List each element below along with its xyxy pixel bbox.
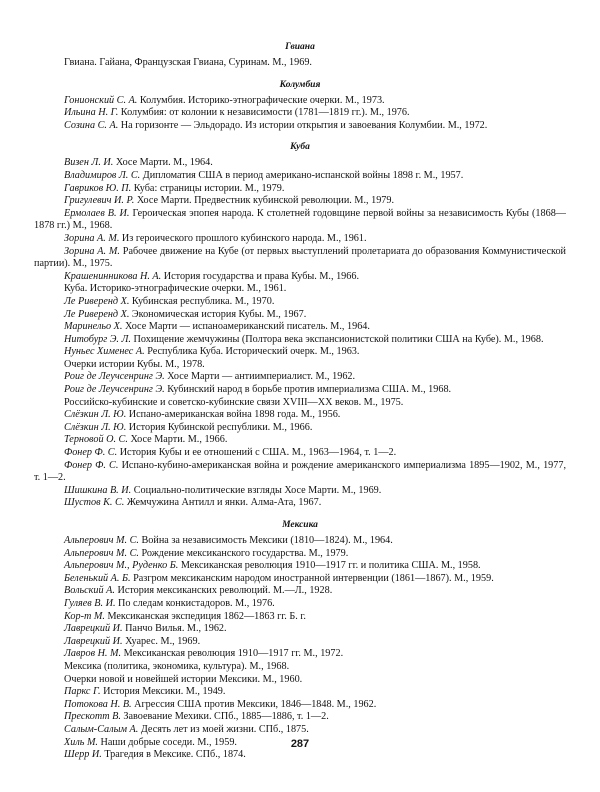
bib-entry: Крашенинникова Н. А. История государства и права Кубы. М., 1966. — [64, 270, 359, 282]
section-heading-colombia: Колумбия — [279, 79, 321, 90]
bib-entry: Куба. Историко-этнографические очерки. М., 1961. — [64, 283, 287, 295]
bib-entry: Очерки истории Кубы. М., 1978. — [64, 358, 205, 370]
bib-entry: Григулевич И. Р. Хосе Марти. Предвестник кубинской революции. М., 1979. — [64, 195, 395, 207]
section-cuba — [34, 157, 566, 510]
section-mexico — [34, 535, 566, 762]
bib-entry: Шишкина В. И. Социально-политические взгляды Хосе Марти. М., 1969. — [64, 484, 382, 496]
bib-entry: Хиль М. Наши добрые соседи. М., 1959. — [64, 736, 237, 748]
bib-entry: Шерр И. Трагедия в Мексике. СПб., 1874. — [64, 749, 246, 761]
bib-entry: Ле Риверенд Х. Экономическая история Кубы. М., 1967. — [64, 308, 307, 320]
bib-entry: Прескотт В. Завоевание Мехики. СПб., 1885—1886, т. 1—2. — [64, 711, 329, 723]
bib-entry: Фонер Ф. С. Испано-кубино-американская война и рождение американского империализма 1895—1902, М., 1977, т. 1—2. — [34, 459, 566, 484]
bib-entry: Альперович М. С. Война за независимость Мексики (1810—1824). М., 1964. — [64, 535, 393, 546]
bib-entry: Созина С. А. На горизонте — Эльдорадо. Из истории открытия и завоевания Колумбии. М., 1972. — [64, 119, 488, 131]
bib-entry: Роиг де Леучсенринг Э. Кубинский народ в борьбе против империализма США. М., 1968. — [64, 384, 452, 396]
bib-entry: Зорина А. М. Рабочее движение на Кубе (от первых выступлений пролетариата до образования Коммунистической партии). М., 1975. — [34, 245, 566, 270]
bib-entry: Беленький А. Б. Разгром мексиканским народом иностранной интервенции (1861—1867). М., 1959. — [64, 572, 494, 584]
bib-entry: Салым-Салым А. Десять лет из моей жизни. СПб., 1875. — [64, 723, 309, 735]
bib-entry: Лаврецкий И. Панчо Вилья. М., 1962. — [64, 623, 227, 635]
bib-entry: Лаврецкий И. Хуарес. М., 1969. — [64, 635, 201, 647]
section-heading-cuba: Куба — [290, 142, 310, 153]
bib-entry: Маринельо Х. Хосе Марти — испаноамериканский писатель. М., 1964. — [64, 321, 370, 333]
bib-entry: Зорина А. М. Из героического прошлого кубинского народа. М., 1961. — [64, 232, 367, 244]
section-colombia — [34, 95, 566, 133]
bib-entry: Фонер Ф. С. История Кубы и ее отношений с США. М., 1963—1964, т. 1—2. — [64, 447, 397, 459]
section-guiana — [34, 57, 566, 70]
bib-entry: Ермолаев В. И. Героическая эпопея народа. К столетней годовщине первой войны за независимость Кубы (1868—1878 гг.) М., 1968. — [34, 207, 566, 232]
bib-entry: Альперович М. С. Рождение мексиканского государства. М., 1979. — [64, 547, 349, 559]
bib-entry: Гонионский С. А. Колумбия. Историко-этнографические очерки. М., 1973. — [64, 94, 385, 106]
bib-entry: Терновой О. С. Хосе Марти. М., 1966. — [64, 434, 228, 446]
bib-entry: Визен Л. И. Хосе Марти. М., 1964. — [64, 157, 213, 169]
page-number: 287 — [290, 738, 310, 750]
bib-entry: Роиг де Леучсенринг Э. Хосе Марти — антиимпериалист. М., 1962. — [64, 371, 356, 383]
bib-entry: Кор-т М. Мексиканская экспедиция 1862—1863 гг. Б. г. — [64, 610, 306, 622]
section-heading-guiana: Гвиана — [285, 42, 315, 52]
bib-entry: Ильина Н. Г. Колумбия: от колонии к независимости (1781—1819 гг.). М., 1976. — [64, 107, 410, 119]
bib-entry: Российско-кубинские и советско-кубинские связи XVIII—XX веков. М., 1975. — [64, 396, 404, 408]
bib-entry: Гуляев В. И. По следам конкистадоров. М., 1976. — [64, 597, 275, 609]
bib-entry: Гавриков Ю. П. Куба: страницы истории. М., 1979. — [64, 182, 285, 194]
bib-entry: Вольский А. История мексиканских революций. М.—Л., 1928. — [64, 585, 333, 597]
bib-entry: Паркс Г. История Мексики. М., 1949. — [64, 686, 226, 698]
bib-entry: Альперович М., Руденко Б. Мексиканская революция 1910—1917 гг. и политика США. М., 1958. — [64, 560, 481, 572]
section-heading-mexico: Мексика — [282, 520, 318, 530]
bib-entry: Нитобург Э. Л. Похищение жемчужины (Полтора века экспансионистской политики США на Кубе). М., 1968. — [64, 333, 544, 345]
bib-entry: Ле Риверенд Х. Кубинская республика. М., 1970. — [64, 295, 275, 307]
bib-entry: Владимиров Л. С. Дипломатия США в период американо-испанской войны 1898 г. М., 1957. — [64, 169, 464, 181]
bib-entry: Шустов К. С. Жемчужина Антилл и янки. Алма-Ата, 1967. — [64, 497, 322, 509]
bib-entry: Лавров Н. М. Мексиканская революция 1910—1917 гг. М., 1972. — [64, 648, 344, 660]
bib-entry: Слёзкин Л. Ю. История Кубинской республики. М., 1966. — [64, 421, 313, 433]
bib-entry: Потокова Н. В. Агрессия США против Мексики, 1846—1848. М., 1962. — [64, 698, 377, 710]
bib-entry: Гвиана. Гайана, Французская Гвиана, Суринам. М., 1969. — [64, 57, 312, 68]
bib-entry: Очерки новой и новейшей истории Мексики. М., 1960. — [64, 673, 303, 685]
bib-entry: Слёзкин Л. Ю. Испано-американская война 1898 года. М., 1956. — [64, 409, 341, 421]
bib-entry: Нуньес Хименес А. Республика Куба. Исторический очерк. М., 1963. — [64, 346, 360, 358]
bib-entry: Мексика (политика, экономика, культура). М., 1968. — [64, 660, 290, 672]
